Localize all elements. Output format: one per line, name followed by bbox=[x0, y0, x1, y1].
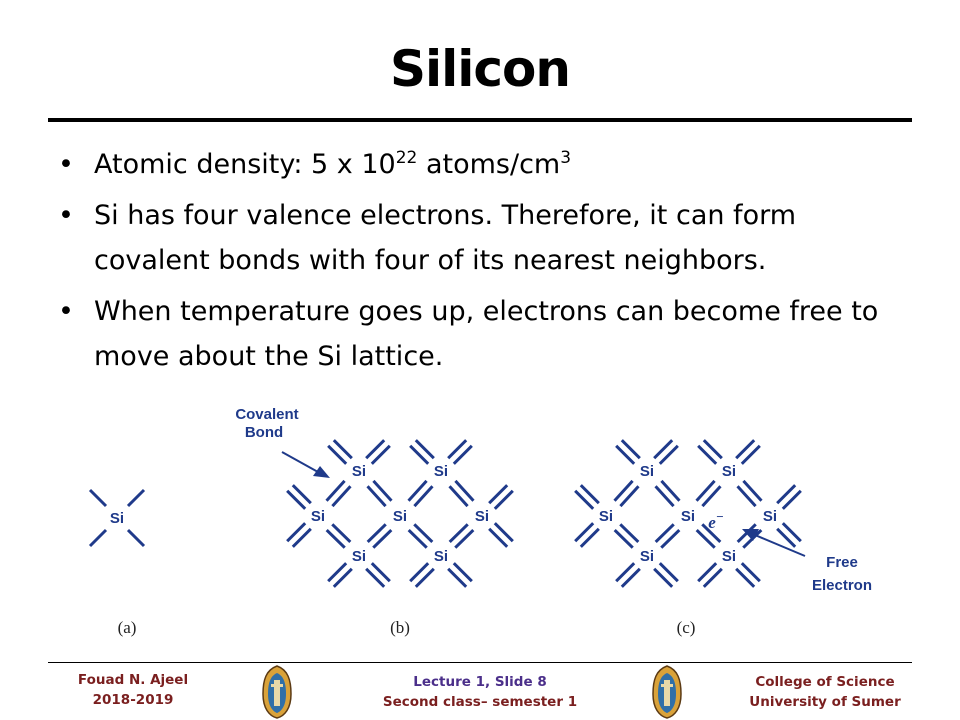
slide-title: Silicon bbox=[389, 40, 570, 98]
bullet-text-1: Atomic density: 5 x 10 bbox=[94, 149, 396, 180]
footer-lecture-block bbox=[360, 672, 600, 712]
bond-line bbox=[128, 530, 144, 546]
bond-line bbox=[128, 490, 144, 506]
footer-college-block bbox=[725, 672, 925, 712]
si-atom-label: Si bbox=[310, 508, 326, 525]
title-divider bbox=[48, 118, 912, 122]
si-atom-label: Si bbox=[598, 508, 614, 525]
si-atom-label: Si bbox=[721, 463, 737, 480]
si-atom-label: Si bbox=[392, 508, 408, 525]
covalent-arrow bbox=[282, 452, 318, 472]
university-logo-left bbox=[260, 664, 294, 720]
si-atom-label: Si bbox=[639, 548, 655, 565]
si-atom-label: Si bbox=[109, 510, 125, 527]
free-label-line1: Free bbox=[826, 554, 858, 571]
caption-b: (b) bbox=[390, 618, 410, 637]
exponent-22: 22 bbox=[395, 148, 418, 168]
footer-college: College of Science bbox=[755, 674, 895, 690]
caption-c: (c) bbox=[676, 618, 696, 637]
caption-a: (a) bbox=[117, 618, 137, 637]
free-label-line2: Electron bbox=[811, 577, 873, 594]
footer-year: 2018-2019 bbox=[92, 692, 174, 708]
si-atom-label: Si bbox=[762, 508, 778, 525]
bond-line bbox=[90, 530, 106, 546]
bullet-atomic-density bbox=[58, 142, 898, 187]
electron-symbol: e− bbox=[708, 509, 724, 532]
bullet-list bbox=[58, 142, 898, 385]
covalent-arrowhead-icon bbox=[313, 466, 330, 478]
footer-author-block bbox=[48, 670, 218, 710]
bullet-temperature: • When temperature goes up, electrons can become free to move about the Si lattice. bbox=[58, 289, 898, 379]
si-atom-label: Si bbox=[433, 548, 449, 565]
bullet-text-1-unit: atoms/cm bbox=[417, 149, 561, 180]
bullet-valence: • Si has four valence electrons. Therefore, it can form covalent bonds with four of its nearest neighbors. bbox=[58, 193, 898, 283]
si-atom-labels bbox=[110, 463, 777, 565]
exponent-3: 3 bbox=[560, 148, 572, 168]
university-logo-right bbox=[650, 664, 684, 720]
footer-class: Second class– semester 1 bbox=[382, 694, 578, 710]
bond-line bbox=[90, 490, 106, 506]
si-atom-label: Si bbox=[351, 548, 367, 565]
footer-divider bbox=[48, 662, 912, 663]
footer-author: Fouad N. Ajeel bbox=[77, 672, 189, 688]
covalent-label-line2: Bond bbox=[244, 424, 284, 441]
si-atom-label: Si bbox=[351, 463, 367, 480]
silicon-lattice-figure bbox=[0, 396, 960, 646]
footer-lecture: Lecture 1, Slide 8 bbox=[413, 674, 547, 690]
si-atom-label: Si bbox=[474, 508, 490, 525]
si-atom-label: Si bbox=[680, 508, 696, 525]
covalent-label-line1: Covalent bbox=[235, 406, 299, 423]
si-atom-label: Si bbox=[721, 548, 737, 565]
footer-university: University of Sumer bbox=[749, 694, 901, 710]
si-atom-label: Si bbox=[639, 463, 655, 480]
si-atom-label: Si bbox=[433, 463, 449, 480]
